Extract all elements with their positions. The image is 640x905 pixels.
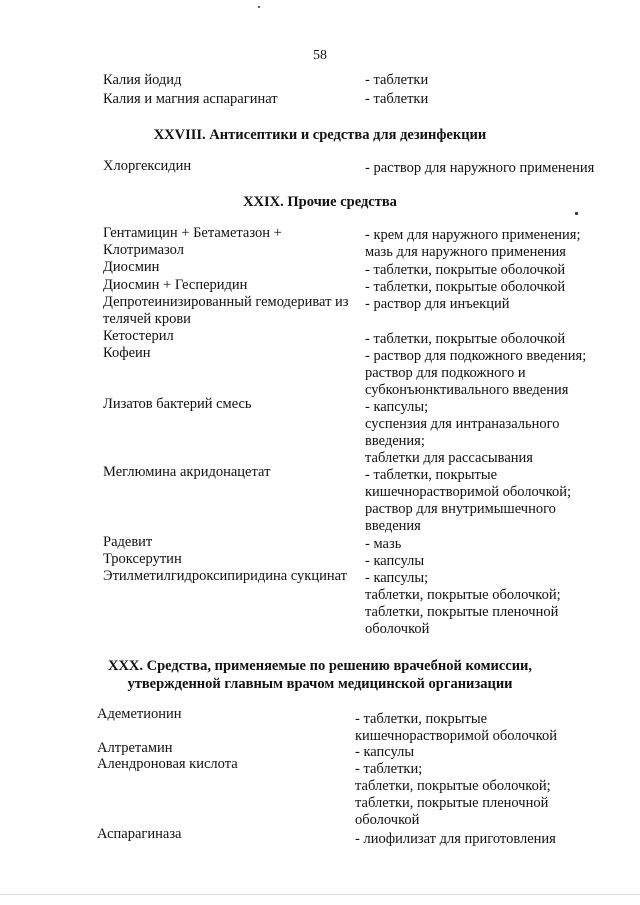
section-heading-xxx-line2: утвержденной главным врачом медицинской организации [127, 676, 513, 692]
drug-name: Диосмин [103, 259, 160, 275]
page-number: 58 [313, 48, 327, 63]
drug-name: Адеметионин [97, 706, 182, 722]
drug-name: Депротеинизированный гемодериват из телячей крови [103, 294, 349, 327]
dosage-form: - таблетки [365, 72, 429, 88]
scan-speck [258, 6, 260, 8]
dosage-form: - лиофилизат для приготовления [355, 831, 556, 847]
dosage-form: - крем для наружного применения; мазь для наружного применения [365, 227, 581, 260]
drug-name: Этилметилгидроксипиридина сукцинат [103, 568, 348, 584]
scan-speck [575, 212, 578, 215]
section-heading-xxix: XXIX. Прочие средства [243, 194, 397, 210]
dosage-form: - таблетки, покрытые кишечнорастворимой оболочкой [355, 711, 558, 744]
scan-edge [0, 894, 640, 895]
dosage-form: - таблетки, покрытые кишечнорастворимой оболочкой; раствор для внутримышечного введения [365, 467, 572, 534]
drug-name: Лизатов бактерий смесь [103, 396, 252, 412]
dosage-form: - капсулы; суспензия для интраназального введения; таблетки для рассасывания [365, 399, 560, 466]
drug-name: Хлоргексидин [103, 158, 192, 174]
dosage-form: - капсулы [355, 744, 415, 760]
dosage-form: - мазь [365, 536, 402, 552]
drug-name: Калия йодид [103, 72, 182, 88]
dosage-form: - таблетки, покрытые оболочкой [365, 331, 566, 347]
dosage-form: - таблетки [365, 91, 429, 107]
drug-name: Кетостерил [103, 328, 174, 344]
drug-name: Кофеин [103, 345, 151, 361]
drug-name: Диосмин + Гесперидин [103, 277, 248, 293]
drug-name: Калия и магния аспарагинат [103, 91, 278, 107]
dosage-form: - раствор для инъекций [365, 296, 510, 312]
drug-name: Меглюмина акридонацетат [103, 464, 271, 480]
dosage-form: - капсулы [365, 553, 425, 569]
drug-name: Гентамицин + Бетаметазон + Клотримазол [103, 225, 282, 258]
section-heading-xxviii: XXVIII. Антисептики и средства для дезинфекции [153, 127, 487, 143]
drug-name: Алендроновая кислота [97, 756, 238, 772]
dosage-form: - раствор для подкожного введения; раствор для подкожного и субконъюнктивального введения [365, 348, 587, 398]
dosage-form: - таблетки; таблетки, покрытые оболочкой; таблетки, покрытые пленочной оболочкой [355, 761, 551, 828]
section-heading-xxx-line1: XXX. Средства, применяемые по решению врачебной комиссии, [107, 658, 533, 674]
dosage-form: - капсулы; таблетки, покрытые оболочкой; таблетки, покрытые пленочной оболочкой [365, 570, 561, 637]
drug-name: Радевит [103, 534, 153, 550]
drug-name: Аспарагиназа [97, 826, 182, 842]
dosage-form: - таблетки, покрытые оболочкой [365, 262, 566, 278]
drug-name: Троксерутин [103, 551, 182, 567]
dosage-form: - раствор для наружного применения [365, 160, 595, 176]
dosage-form: - таблетки, покрытые оболочкой [365, 279, 566, 295]
drug-name: Алтретамин [97, 740, 173, 756]
